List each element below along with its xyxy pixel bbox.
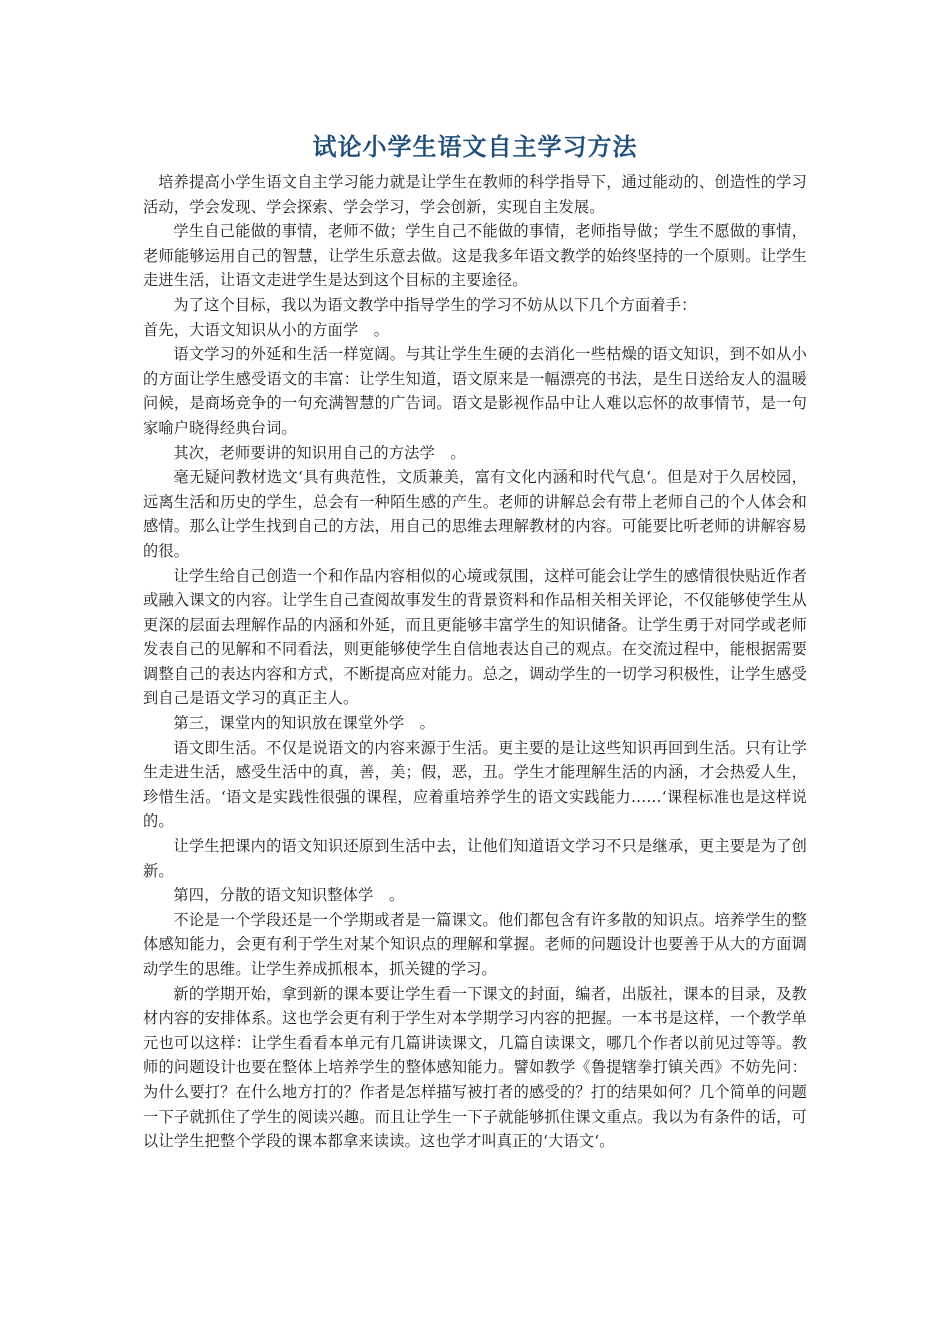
paragraph-principle: 学生自己能做的事情，老师不做；学生自己不能做的事情，老师指导做；学生不愿做的事情，老师能够运用自己的智慧，让学生乐意去做。这是我多年语文教学的始终坚持的一个原则。让学生走进生活，让语文走进学生是达到这个目标的主要途径。 — [143, 222, 807, 290]
section-heading-third: 第三，课堂内的知识放在课堂外学 。 — [173, 714, 435, 733]
document-page — [143, 130, 807, 1154]
document-title: 试论小学生语文自主学习方法 — [312, 132, 638, 161]
section-heading-first: 首先，大语文知识从小的方面学 。 — [143, 320, 390, 339]
paragraph-third-body-1: 语文即生活。不仅是说语文的内容来源于生活。更主要的是让这些知识再回到生活。只有让学生走进生活，感受生活中的真，善，美；假，恶，丑。学生才能理解生活的内涵，才会热爱人生，珍惜生活。‘语文是实践性很强的课程，应着重培养学生的语文实践能力……‘课程标准也是这样说的。 — [143, 738, 807, 831]
paragraph-goal: 为了这个目标，我以为语文教学中指导学生的学习不妨从以下几个方面着手： — [173, 295, 697, 314]
paragraph-second-body-2: 让学生给自己创造一个和作品内容相似的心境或氛围，这样可能会让学生的感情很快贴近作者或融入课文的内容。让学生自己查阅故事发生的背景资料和作品相关相关评论，不仅能够使学生从更深的层面去理解作品的内涵和外延，而且更能够丰富学生的知识储备。让学生勇于对同学或老师发表自己的见解和不同看法，则更能够使学生自信地表达自己的观点。在交流过程中，能根据需要调整自己的表达内容和方式，不断提高应对能力。总之，调动学生的一切学习积极性，让学生感受到自己是语文学习的真正主人。 — [143, 566, 807, 708]
paragraph-second-body-1: 毫无疑问教材选文‘具有典范性，文质兼美，富有文化内涵和时代气息‘。但是对于久居校园，远离生活和历史的学生，总会有一种陌生感的产生。老师的讲解总会有带上老师自己的个人体会和感情。那么让学生找到自己的方法，用自己的思维去理解教材的内容。可能要比听老师的讲解容易的很。 — [143, 468, 807, 560]
paragraph-first-body: 语文学习的外延和生活一样宽阔。与其让学生生硬的去消化一些枯燥的语文知识，到不如从小的方面让学生感受语文的丰富：让学生知道，语文原来是一幅漂亮的书法，是生日送给友人的温暖问候，是商场竞争的一句充满智慧的广告词。语文是影视作品中让人难以忘怀的故事情节，是一句家喻户晓得经典台词。 — [143, 345, 807, 437]
paragraph-third-body-2: 让学生把课内的语文知识还原到生活中去，让他们知道语文学习不只是继承，更主要是为了创新。 — [143, 837, 807, 880]
paragraph-intro: 培养提高小学生语文自主学习能力就是让学生在教师的科学指导下，通过能动的、创造性的学习活动，学会发现、学会探索、学会学习，学会创新，实现自主发展。 — [143, 173, 807, 216]
paragraph-fourth-body-2: 新的学期开始，拿到新的课本要让学生看一下课文的封面，编者，出版社，课本的目录，及教材内容的安排体系。这也学会更有利于学生对本学期学习内容的把握。一本书是这样，一个教学单元也可以这样：让学生看看本单元有几篇讲读课文，几篇自读课文，哪几个作者以前见过等等。教师的问题设计也要在整体上培养学生的整体感知能力。譬如教学《鲁提辖拳打镇关西》不妨先问：为什么要打？在什么地方打的？作者是怎样描写被打者的感受的？打的结果如何？几个简单的问题一下子就抓住了学生的阅读兴趣。而且让学生一下子就能够抓住课文重点。我以为有条件的话，可以让学生把整个学段的课本都拿来读读。这也学才叫真正的‘大语文‘。 — [143, 984, 807, 1151]
paragraph-fourth-body-1: 不论是一个学段还是一个学期或者是一篇课文。他们都包含有许多散的知识点。培养学生的整体感知能力，会更有利于学生对某个知识点的理解和掌握。老师的问题设计也要善于从大的方面调动学生的思维。让学生养成抓根本，抓关键的学习。 — [143, 910, 807, 978]
section-heading-fourth: 第四，分散的语文知识整体学 。 — [173, 886, 405, 905]
section-heading-second: 其次，老师要讲的知识用自己的方法学 。 — [173, 443, 466, 462]
